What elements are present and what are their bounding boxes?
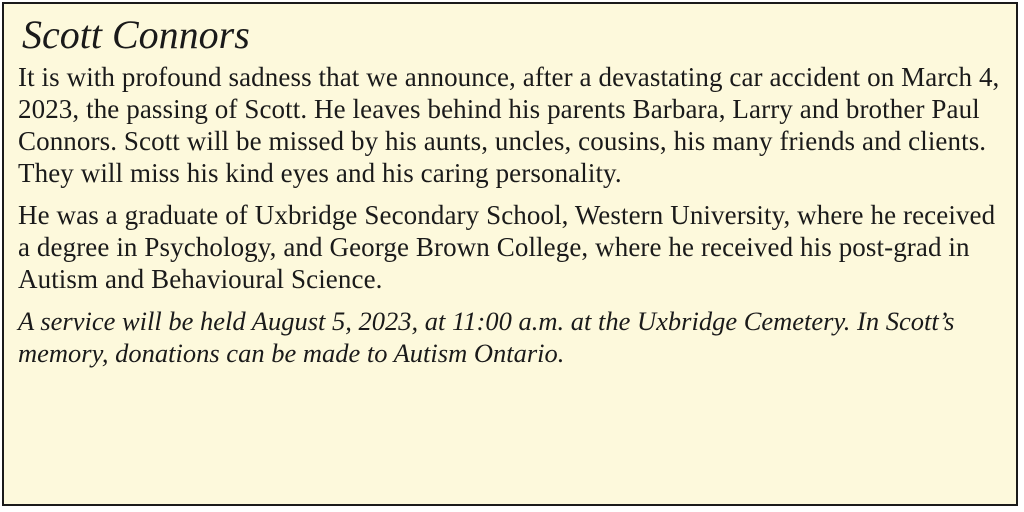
service-details: A service will be held August 5, 2023, at 11:00 a.m. at the Uxbridge Cemetery. In Scott’s memory, donations can be made to Autism Ontario. [18, 306, 955, 368]
obituary-paragraph-family: It is with profound sadness that we announce, after a devastating car accident on March 4, 2023, the passing of Scott. He leaves behind his parents Barbara, Larry and brother Paul Connors. Scott will be missed by his aunts, uncles, cousins, his many friends and clients. They will miss his kind eyes and his caring personality. [18, 62, 1000, 188]
deceased-name: Scott Connors [22, 12, 250, 57]
obituary-notice [2, 2, 1018, 506]
obituary-paragraph-education: He was a graduate of Uxbridge Secondary School, Western University, where he received a degree in Psychology, and George Brown College, where he received his post-grad in Autism and Behavioural Science. [18, 200, 996, 294]
